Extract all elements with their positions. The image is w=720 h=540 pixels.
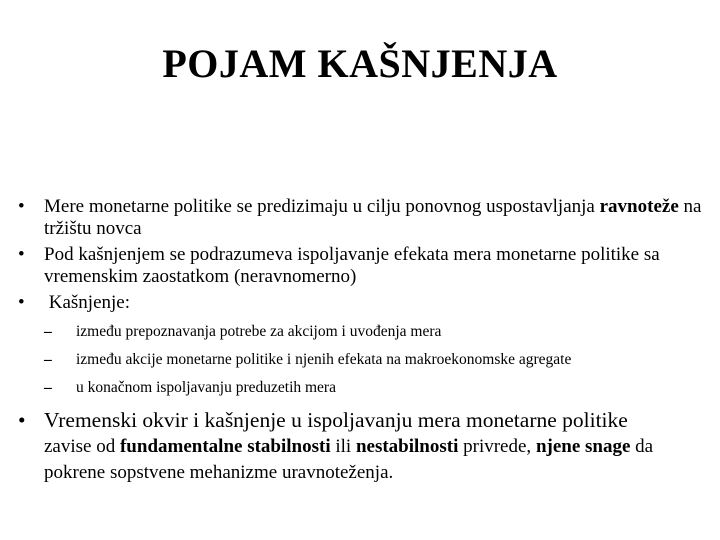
- bullet-text: Kašnjenje:: [44, 292, 131, 313]
- sub-bullet-text: između prepoznavanja potrebe za akcijom i uvođenja mera: [76, 323, 442, 340]
- bullet-item: [18, 292, 708, 314]
- bullet-item: [18, 244, 708, 288]
- bullet-item: [18, 196, 708, 240]
- sub-bullet-text: između akcije monetarne politike i njenih efekata na makroekonomske agregate: [76, 351, 572, 368]
- bullet-bold-text: fundamentalne stabilnosti: [119, 436, 331, 457]
- bullet-text: Pod kašnjenjem se podrazumeva ispoljavanje efekata mera monetarne politike sa vremenskim zaostatkom (neravnomerno): [44, 244, 660, 287]
- slide-content: [18, 196, 708, 490]
- sub-bullet-item: [18, 350, 708, 369]
- bullet-bold-text: nestabilnosti: [355, 436, 459, 457]
- sub-bullet-marker: –: [44, 379, 52, 396]
- bullet-text: Mere monetarne politike se predizimaju u cilju ponovnog uspostavljanja: [44, 196, 600, 217]
- bullet-text: na tržištu novca: [44, 196, 702, 239]
- sub-bullet-item: [18, 322, 708, 341]
- bullet-marker: •: [18, 196, 25, 217]
- bullet-marker: •: [18, 292, 25, 313]
- page-title: POJAM KAŠNJENJA: [162, 41, 558, 86]
- bullet-text: zavise od: [44, 436, 120, 457]
- bullet-marker: •: [18, 244, 25, 265]
- bullet-item: [18, 406, 708, 486]
- bullet-text: Vremenski okvir i kašnjenje u ispoljavanju mera monetarne politike: [44, 408, 628, 432]
- sub-bullet-text: u konačnom ispoljavanju preduzetih mera: [76, 379, 336, 396]
- bullet-text: privrede,: [458, 436, 536, 457]
- bullet-bold-text: ravnoteže: [599, 196, 679, 217]
- bullet-marker: •: [18, 408, 26, 432]
- sub-bullet-item: [18, 378, 708, 397]
- bullet-text: ili: [330, 436, 356, 457]
- bullet-bold-text: njene snage: [535, 436, 631, 457]
- bullet-text: da pokrene sopstvene mehanizme uravnoteženja.: [44, 436, 654, 483]
- sub-bullet-marker: –: [44, 323, 52, 340]
- bullet-continuation: [44, 434, 708, 486]
- sub-bullet-marker: –: [44, 351, 52, 368]
